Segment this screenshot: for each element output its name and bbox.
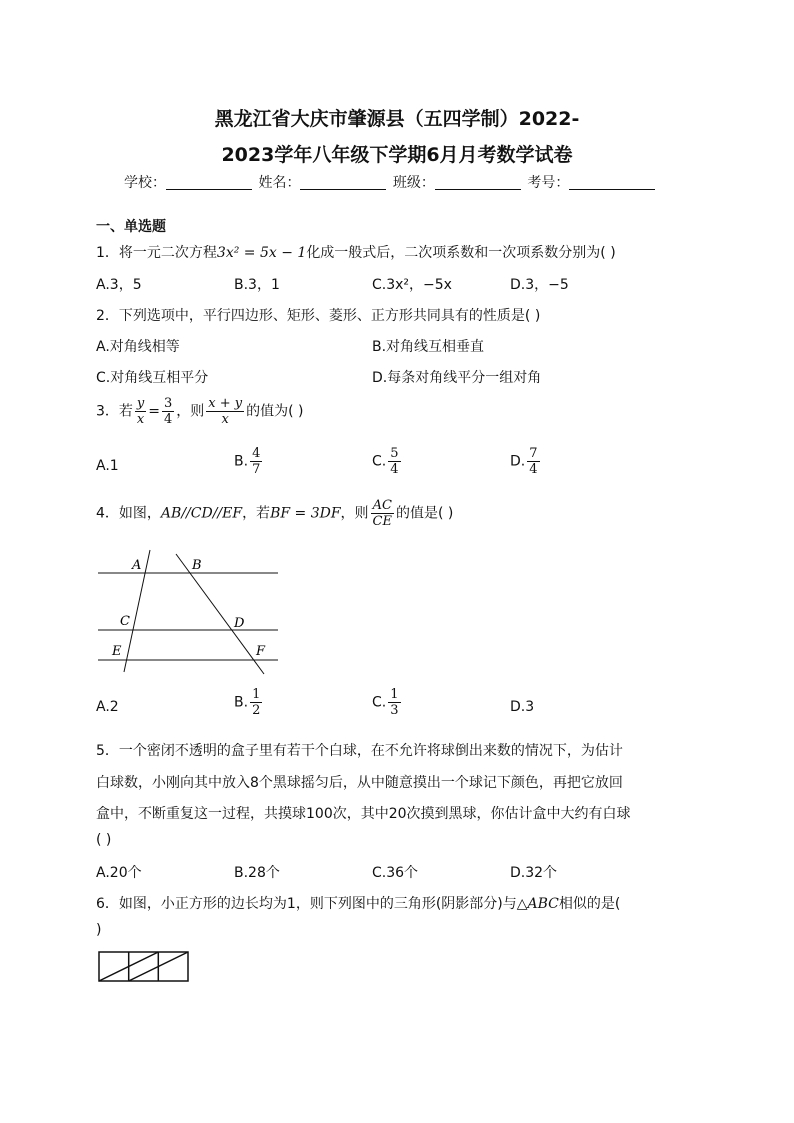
name-blank[interactable] — [300, 175, 386, 190]
q1-option-a[interactable]: A.3，5 — [96, 277, 142, 293]
school-label: 学校： — [124, 175, 166, 191]
q6-suffix: 相似的是( — [558, 896, 621, 912]
grid-outline — [99, 952, 188, 981]
q3-middle: ，则 — [176, 403, 205, 420]
q4-middle: ，若 — [242, 505, 271, 522]
question-6-line1 — [96, 893, 620, 913]
label-e: E — [112, 644, 122, 659]
question-3-stem — [96, 396, 304, 427]
q3-option-d[interactable]: D. $\frac{7}{4}$ — [510, 446, 538, 477]
q2-option-d[interactable]: D.每条对角线平分一组对角 — [372, 370, 542, 386]
question-6-line2: ) — [96, 922, 102, 938]
question-5-line1: 5．一个密闭不透明的盒子里有若干个白球，在不允许将球倒出来数的情况下，为估计 — [96, 743, 623, 759]
q2-option-c[interactable]: C.对角线互相平分 — [96, 370, 209, 386]
q5-option-c[interactable]: C.36个 — [372, 865, 419, 881]
q4-option-b[interactable]: B. $\frac{1}{2}$ — [234, 687, 261, 718]
q4-fraction-ac-over-ce: $\frac{AC}{CE}$ — [372, 498, 392, 529]
school-blank[interactable] — [166, 175, 252, 190]
label-a: A — [132, 558, 142, 573]
q5-option-d[interactable]: D.32个 — [510, 865, 558, 881]
label-c: C — [120, 614, 130, 629]
q4-prefix: 4．如图， — [96, 505, 161, 522]
q2-option-b[interactable]: B.对角线互相垂直 — [372, 339, 485, 355]
q3-option-c[interactable]: C. $\frac{5}{4}$ — [372, 446, 399, 477]
q1-equation: 3x² = 5x − 1 — [216, 245, 307, 261]
q6-prefix: 6．如图，小正方形的边长均为1，则下列图中的三角形(阴影部分)与 — [96, 896, 517, 912]
question-2-stem: 2．下列选项中，平行四边形、矩形、菱形、正方形共同具有的性质是( ) — [96, 308, 541, 324]
exam-no-label: 考号： — [527, 175, 570, 191]
question-4-stem — [96, 498, 453, 529]
q4-suffix: 的值是( ) — [395, 505, 454, 522]
q3-prefix: 3．若 — [96, 403, 133, 420]
transversal-bdf — [176, 554, 264, 674]
q6-triangle-abc: △ABC — [516, 896, 559, 912]
page-title-line2: 2023学年八年级下学期6月月考数学试卷 — [221, 144, 573, 166]
q4-parallel-lines-figure — [96, 548, 286, 678]
section-title: 一、单选题 — [96, 219, 166, 235]
q1-option-c[interactable]: C.3x²，−5x — [372, 277, 452, 293]
q5-option-a[interactable]: A.20个 — [96, 865, 142, 881]
q3-fraction-3-over-4: $\frac{3}{4}$ — [164, 396, 173, 427]
q4-middle2: ，则 — [340, 505, 369, 522]
question-1-stem — [96, 242, 616, 262]
q3-fraction-y-over-x: $\frac{y}{x}$ — [136, 396, 145, 427]
label-d: D — [234, 616, 245, 631]
q1-prefix: 1．将一元二次方程 — [96, 245, 217, 261]
q4-ratio-condition: BF = 3DF — [270, 505, 341, 522]
question-5-line4: ( ) — [96, 832, 112, 848]
q3-option-a[interactable]: A.1 — [96, 458, 119, 474]
question-5-line2: 白球数，小刚向其中放入8个黑球摇匀后，从中随意摸出一个球记下颜色，再把它放回 — [96, 775, 623, 791]
q4-option-c[interactable]: C. $\frac{1}{3}$ — [372, 687, 399, 718]
q1-option-d[interactable]: D.3，−5 — [510, 277, 569, 293]
question-5-line3: 盒中，不断重复这一过程，共摸球100次，其中20次摸到黑球，你估计盒中大约有白球 — [96, 806, 631, 822]
page-title-line1: 黑龙江省大庆市肇源县（五四学制）2022- — [214, 108, 580, 130]
q3-equals: = — [148, 403, 161, 420]
class-blank[interactable] — [435, 175, 521, 190]
q4-option-d[interactable]: D.3 — [510, 699, 535, 715]
exam-no-blank[interactable] — [569, 175, 655, 190]
q3-fraction-xy-over-x: $\frac{x + y}{x}$ — [208, 396, 243, 427]
q1-option-b[interactable]: B.3，1 — [234, 277, 280, 293]
q4-option-a[interactable]: A.2 — [96, 699, 119, 715]
q3-suffix: 的值为( ) — [246, 403, 304, 420]
name-label: 姓名： — [258, 175, 301, 191]
q2-option-a[interactable]: A.对角线相等 — [96, 339, 180, 355]
q1-suffix: 化成一般式后，二次项系数和一次项系数分别为( ) — [306, 245, 616, 261]
class-label: 班级： — [392, 175, 435, 191]
q3-option-b[interactable]: B. $\frac{4}{7}$ — [234, 446, 261, 477]
q4-parallel-condition: AB//CD//EF — [160, 505, 243, 522]
student-info-row — [124, 172, 657, 192]
label-f: F — [256, 644, 266, 659]
q5-option-b[interactable]: B.28个 — [234, 865, 280, 881]
q6-grid-figure — [98, 951, 190, 983]
label-b: B — [192, 558, 202, 573]
